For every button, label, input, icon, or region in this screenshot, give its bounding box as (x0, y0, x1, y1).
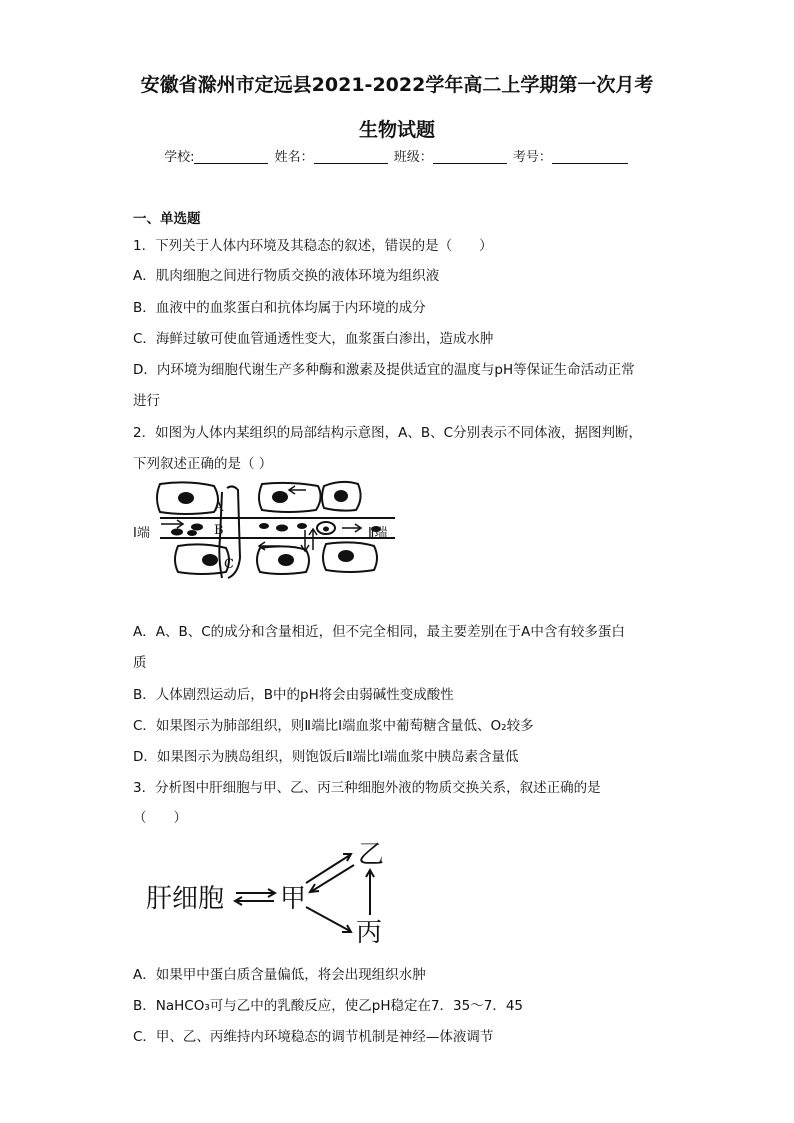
exam-title: 安徽省滁州市定远县2021-2022学年高二上学期第一次月考 (140, 74, 654, 96)
student-info-row (0, 146, 794, 165)
label-c: C (224, 557, 234, 572)
q3-option-c: C．甲、乙、丙维持内环境稳态的调节机制是神经—体液调节 (133, 1029, 494, 1045)
blood-cell (297, 523, 307, 529)
right-end-label: Ⅱ端 (368, 526, 388, 541)
q1-option-c: C．海鲜过敏可使血管通透性变大，血浆蛋白渗出，造成水肿 (133, 331, 494, 347)
school-label: 学校: (164, 150, 195, 165)
name-label: 姓名： (274, 150, 314, 165)
q2-option-b: B．人体剧烈运动后，B中的pH将会由弱碱性变成酸性 (133, 687, 454, 703)
exchange-arrow (312, 865, 354, 891)
class-label: 班级： (393, 150, 433, 165)
bing-label: 丙 (356, 918, 383, 948)
cell-nucleus (278, 554, 294, 566)
exam-number-label: 考号： (512, 150, 552, 165)
name-blank[interactable] (314, 149, 388, 164)
cell-nucleus (338, 550, 354, 562)
q2-stem-cont: 下列叙述正确的是（ ） (133, 456, 273, 472)
q3-stem-cont: （ ） (133, 810, 187, 826)
exchange-arrow (306, 855, 350, 883)
liver-cell-label: 肝细胞 (146, 884, 225, 914)
q2-option-a: A．A、B、C的成分和含量相近，但不完全相同，最主要差别在于A中含有较多蛋白 (133, 624, 625, 640)
q3-option-b: B．NaHCO₃可与乙中的乳酸反应，使乙pH稳定在7．35～7．45 (133, 998, 524, 1014)
q1-option-b: B．血液中的血浆蛋白和抗体均属于内环境的成分 (133, 300, 426, 316)
q2-stem: 2．如图为人体内某组织的局部结构示意图，A、B、C分别表示不同体液，据图判断， (133, 425, 643, 441)
q2-option-c: C．如果图示为肺部组织，则Ⅱ端比Ⅰ端血浆中葡萄糖含量低、O₂较多 (133, 718, 534, 734)
q2-option-d: D．如果图示为胰岛组织，则饱饭后Ⅱ端比Ⅰ端血浆中胰岛素含量低 (133, 749, 519, 765)
cell-nucleus (178, 492, 194, 504)
yi-label: 乙 (358, 840, 385, 870)
school-blank[interactable] (194, 149, 268, 164)
cell-nucleus (272, 491, 288, 503)
left-end-label: Ⅰ端 (133, 526, 150, 541)
exchange-arrow (306, 907, 350, 931)
class-blank[interactable] (433, 149, 507, 164)
exam-subtitle: 生物试题 (358, 119, 435, 141)
q1-option-a: A．肌肉细胞之间进行物质交换的液体环境为组织液 (133, 268, 440, 284)
cell-nucleus (202, 554, 218, 566)
q1-option-d: D．内环境为细胞代谢生产多种酶和激素及提供适宜的温度与pH等保证生命活动正常 (133, 362, 635, 378)
fluid-exchange-diagram (140, 835, 400, 950)
blood-cell (259, 523, 269, 529)
blood-cell (323, 527, 329, 532)
q1-option-d-cont: 进行 (133, 393, 160, 409)
exam-number-blank[interactable] (552, 149, 628, 164)
label-a: A (214, 500, 224, 515)
q2-option-a-cont: 质 (133, 655, 147, 671)
blood-cell (191, 524, 203, 531)
blood-cell (187, 530, 197, 536)
section-heading: 一、单选题 (133, 211, 201, 227)
tissue-cell (259, 483, 321, 512)
q3-option-a: A．如果甲中蛋白质含量偏低，将会出现组织水肿 (133, 967, 426, 983)
jia-label: 甲 (280, 884, 307, 914)
label-b: B (214, 523, 224, 538)
blood-cell (171, 529, 183, 536)
q1-stem: 1．下列关于人体内环境及其稳态的叙述，错误的是（ ） (133, 238, 493, 254)
blood-cell (276, 525, 288, 532)
cell-nucleus (334, 490, 348, 502)
q3-stem: 3．分析图中肝细胞与甲、乙、丙三种细胞外液的物质交换关系，叙述正确的是 (133, 780, 601, 796)
